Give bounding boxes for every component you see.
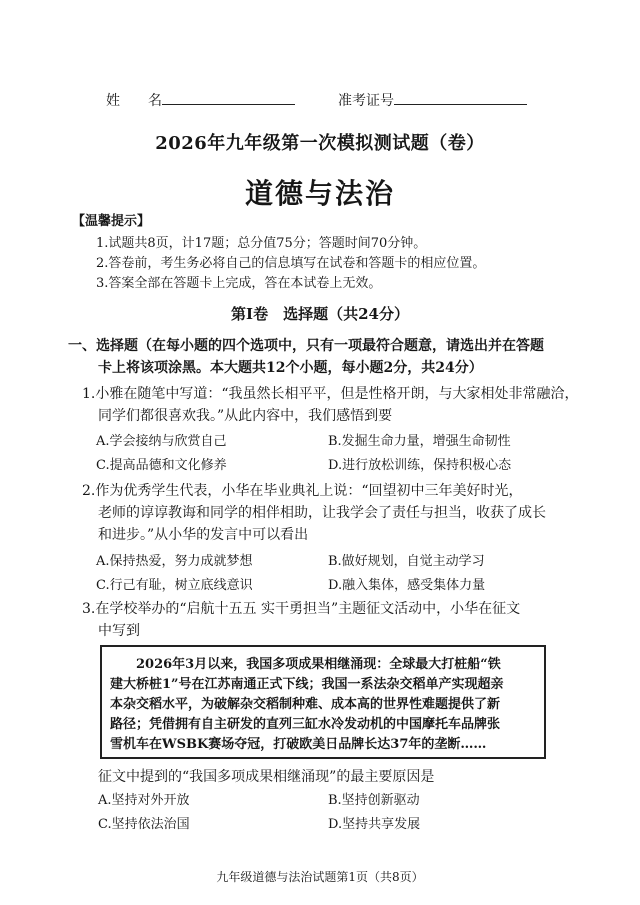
question-2-stem-cont: 和进步。”从小华的发言中可以看出 — [98, 527, 309, 543]
tips-heading: 【温馨提示】 — [72, 214, 151, 229]
exam-id-blank — [394, 90, 527, 105]
question-2-option-b[interactable]: B.做好规划，自觉主动学习 — [328, 554, 485, 569]
question-2-option-a[interactable]: A.保持热爱，努力成就梦想 — [96, 554, 253, 569]
section-instruction: 一、选择题（在每小题的四个选项中，只有一项最符合题意，请选出并在答题 — [68, 338, 544, 354]
exam-id-field — [338, 90, 527, 111]
question-1-option-b[interactable]: B.发掘生命力量，增强生命韧性 — [328, 434, 511, 449]
question-1-option-d[interactable]: D.进行放松训练，保持积极心态 — [328, 458, 512, 473]
tip-item: 1.试题共8页，计17题；总分值75分；答题时间70分钟。 — [96, 236, 427, 251]
question-3-prompt: 征文中提到的“我国多项成果相继涌现”的最主要原因是 — [98, 769, 435, 785]
question-1-option-c[interactable]: C.提高品德和文化修养 — [96, 458, 227, 473]
part-title: 第Ⅰ卷 选择题（共24分） — [231, 305, 409, 323]
question-3-stem-cont: 中写到 — [98, 623, 140, 639]
question-3-option-a[interactable]: A.坚持对外开放 — [98, 793, 190, 808]
question-3-option-d[interactable]: D.坚持共享发展 — [328, 817, 421, 832]
question-1-stem-cont: 同学们都很喜欢我。”从此内容中，我们感悟到要 — [98, 408, 393, 424]
name-field — [106, 90, 295, 111]
tip-item: 2.答卷前，考生务必将自己的信息填写在试卷和答题卡的相应位置。 — [96, 256, 486, 271]
name-label: 姓 名 — [106, 93, 162, 109]
question-2-stem: 2.作为优秀学生代表，小华在毕业典礼上说：“回望初中三年美好时光， — [82, 483, 523, 499]
material-box — [100, 645, 546, 759]
question-3-option-c[interactable]: C.坚持依法治国 — [98, 817, 190, 832]
material-line: 本杂交稻水平，为破解杂交稻制种难、成本高的世界性难题提供了新 — [110, 697, 501, 712]
section-instruction-cont: 卡上将该项涂黑。本大题共12个小题，每小题2分，共24分） — [98, 360, 483, 376]
question-2-option-d[interactable]: D.融入集体，感受集体力量 — [328, 578, 486, 593]
question-3-stem: 3.在学校举办的“启航十五五 实干勇担当”主题征文活动中，小华在征文 — [82, 601, 521, 617]
question-2-stem-cont: 老师的谆谆教诲和同学的相伴相助，让我学会了责任与担当，收获了成长 — [98, 505, 546, 521]
question-3-option-b[interactable]: B.坚持创新驱动 — [328, 793, 420, 808]
tip-item: 3.答案全部在答题卡上完成，答在本试卷上无效。 — [96, 276, 382, 291]
question-1-option-a[interactable]: A.学会接纳与欣赏自己 — [96, 434, 227, 449]
name-blank — [162, 90, 295, 105]
subject-title: 道德与法治 — [244, 177, 395, 210]
material-line: 建大桥桩1”号在江苏南通正式下线；我国一系法杂交稻单产实现超亲 — [110, 677, 504, 692]
page-footer: 九年级道德与法治试题第1页（共8页） — [216, 870, 424, 884]
exam-title: 2026年九年级第一次模拟测试题（卷） — [155, 133, 485, 154]
question-1-stem: 1.小雅在随笔中写道：“我虽然长相平平，但是性格开朗，与大家相处非常融洽， — [82, 386, 579, 402]
material-line: 路径；凭借拥有自主研发的直列三缸水冷发动机的中国摩托车品牌张 — [110, 717, 501, 732]
exam-id-label: 准考证号 — [338, 93, 394, 109]
material-line: 2026年3月以来，我国多项成果相继涌现：全球最大打桩船“铁 — [110, 657, 501, 672]
material-line: 雪机车在WSBK赛场夺冠，打破欧美日品牌长达37年的垄断…… — [110, 737, 487, 752]
question-2-option-c[interactable]: C.行己有耻，树立底线意识 — [96, 578, 253, 593]
